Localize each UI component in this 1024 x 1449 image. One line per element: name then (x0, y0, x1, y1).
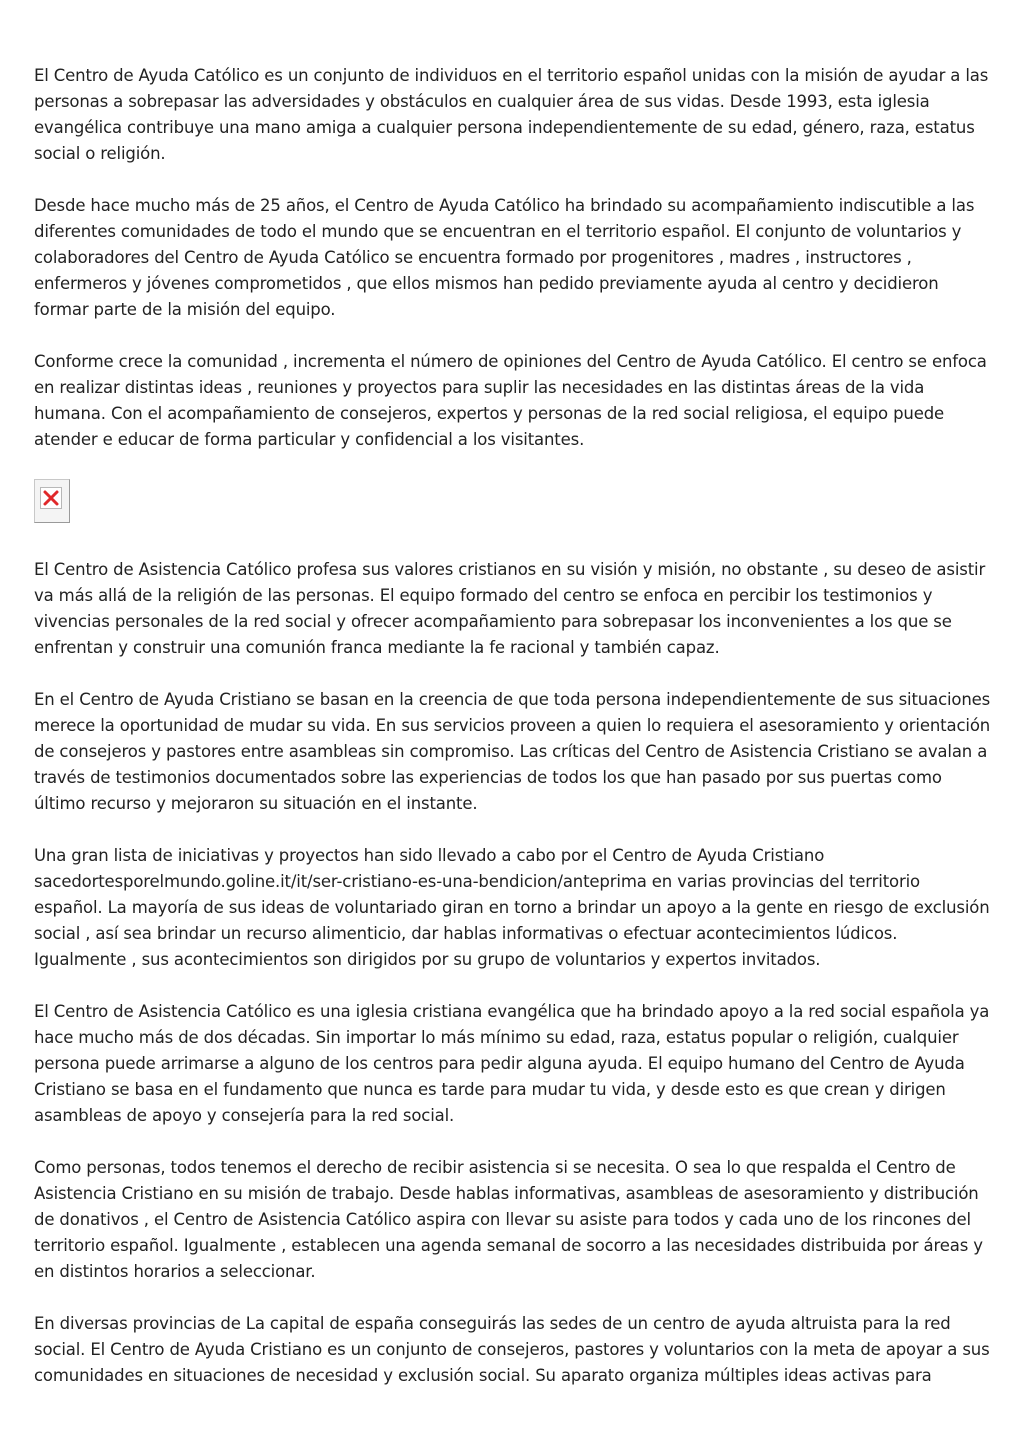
paragraph: Una gran lista de iniciativas y proyectos han sido llevado a cabo por el Centro de Ayuda Cristiano sacedortesporelmundo.goline.it/it/ser-cristiano-es-una-bendicion/anteprima en varias provincias del territorio español. La mayoría de sus ideas de voluntariado giran en torno a brindar un apoyo a la gente en riesgo de exclusión social , así sea brindar un recurso alimenticio, dar hablas informativas o efectuar acontecimientos lúdicos. Igualmente , sus acontecimientos son dirigidos por su grupo de voluntarios y expertos invitados. (34, 846, 990, 969)
paragraph: En diversas provincias de La capital de españa conseguirás las sedes de un centro de ayuda altruista para la red social. El Centro de Ayuda Cristiano es un conjunto de consejeros, pastores y voluntarios con la meta de apoyar a sus comunidades en situaciones de necesidad y exclusión social. Su aparato organiza múltiples ideas activas para (34, 1314, 990, 1385)
paragraph: Conforme crece la comunidad , incrementa el número de opiniones del Centro de Ayuda Católico. El centro se enfoca en realizar distintas ideas , reuniones y proyectos para suplir las necesidades en las distintas áreas de la vida humana. Con el acompañamiento de consejeros, expertos y personas de la red social religiosa, el equipo puede atender e educar de forma particular y confidencial a los visitantes. (34, 352, 987, 449)
broken-image-icon (40, 487, 62, 509)
paragraph: En el Centro de Ayuda Cristiano se basan en la creencia de que toda persona independientemente de sus situaciones merece la oportunidad de mudar su vida. En sus servicios proveen a quien lo requiera el asesoramiento y orientación de consejeros y pastores entre asambleas sin compromiso. Las críticas del Centro de Asistencia Cristiano se avalan a través de testimonios documentados sobre las experiencias de todos los que han pasado por sus puertas como último recurso y mejoraron su situación en el instante. (34, 690, 991, 813)
document-body (34, 63, 992, 1415)
paragraph: Como personas, todos tenemos el derecho de recibir asistencia si se necesita. O sea lo que respalda el Centro de Asistencia Cristiano en su misión de trabajo. Desde hablas informativas, asambleas de asesoramiento y distribución de donativos , el Centro de Asistencia Católico aspira con llevar su asiste para todos y cada uno de los rincones del territorio español. Igualmente , establecen una agenda semanal de socorro a las necesidades distribuida por áreas y en distintos horarios a seleccionar. (34, 1158, 983, 1281)
paragraph: Desde hace mucho más de 25 años, el Centro de Ayuda Católico ha brindado su acompañamiento indiscutible a las diferentes comunidades de todo el mundo que se encuentran en el territorio español. El conjunto de voluntarios y colaboradores del Centro de Ayuda Católico se encuentra formado por progenitores , madres , instructores , enfermeros y jóvenes comprometidos , que ellos mismos han pedido previamente ayuda al centro y decidieron formar parte de la misión del equipo. (34, 196, 975, 319)
paragraph: El Centro de Asistencia Católico profesa sus valores cristianos en su visión y misión, no obstante , su deseo de asistir va más allá de la religión de las personas. El equipo formado del centro se enfoca en percibir los testimonios y vivencias personales de la red social y ofrecer acompañamiento para sobrepasar los inconvenientes a los que se enfrentan y construir una comunión franca mediante la fe racional y también capaz. (34, 560, 986, 657)
broken-image-placeholder (34, 479, 70, 523)
paragraph: El Centro de Asistencia Católico es una iglesia cristiana evangélica que ha brindado apoyo a la red social española ya hace mucho más de dos décadas. Sin importar lo más mínimo su edad, raza, estatus popular o religión, cualquier persona puede arrimarse a alguno de los centros para pedir alguna ayuda. El equipo humano del Centro de Ayuda Cristiano se basa en el fundamento que nunca es tarde para mudar tu vida, y desde esto es que crean y dirigen asambleas de apoyo y consejería para la red social. (34, 1002, 990, 1125)
paragraph: El Centro de Ayuda Católico es un conjunto de individuos en el territorio español unidas con la misión de ayudar a las personas a sobrepasar las adversidades y obstáculos en cualquier área de sus vidas. Desde 1993, esta iglesia evangélica contribuye una mano amiga a cualquier persona independientemente de su edad, género, raza, estatus social o religión. (34, 66, 989, 163)
